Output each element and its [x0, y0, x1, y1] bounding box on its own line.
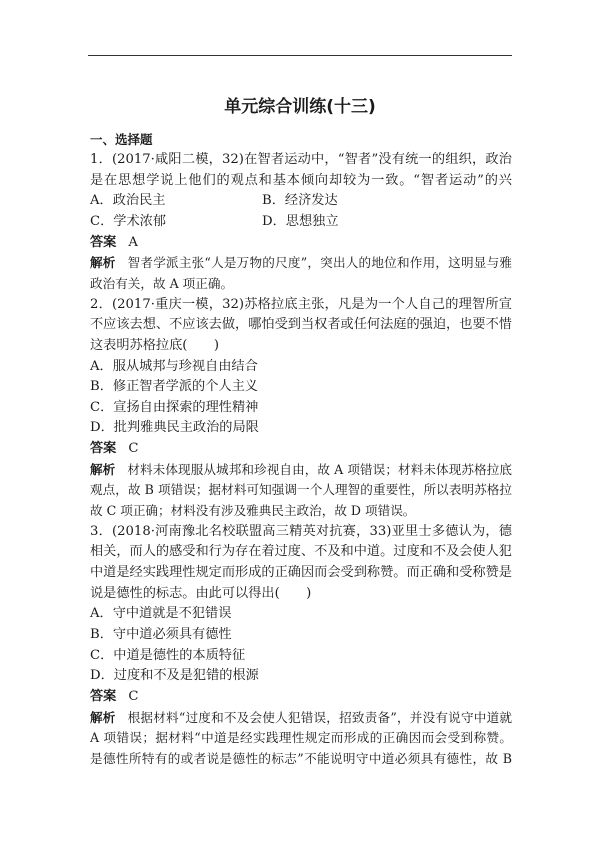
page-title: 单元综合训练(十三): [224, 97, 376, 117]
text-line: [90, 213, 512, 231]
line-text: 智者学派主张“人是万物的尺度”，突出人的地位和作用，这明显与雅: [127, 255, 512, 271]
analysis-label: 解析: [90, 255, 116, 271]
answer-label: 答案: [90, 441, 117, 457]
line-text: 材料未体现服从城邦和珍视自由，故 A 项错误；材料未体现苏格拉底: [127, 461, 512, 477]
text-line: [90, 378, 512, 396]
line-text: D．批判雅典民主政治的局限: [90, 420, 259, 436]
line-text: 故 C 项正确；材料没有涉及雅典民主政治，故 D 项错误。: [90, 503, 416, 519]
line-text: A 项错误；据材料“中道是经实践理性规定而形成的正确因而会受到称赞。: [90, 730, 512, 746]
line-text: C: [128, 688, 139, 704]
text-line: [90, 543, 512, 561]
text-line: [90, 750, 512, 768]
text-line: [90, 729, 512, 747]
analysis-label: 解析: [90, 461, 116, 477]
text-line: [90, 605, 512, 623]
line-text: 这表明苏格拉底( ): [90, 337, 219, 353]
line-text: A．守中道就是不犯错误: [90, 606, 232, 622]
line-text: A．服从城邦与珍视自由结合: [90, 358, 258, 374]
line-text: C．宣扬自由探索的理性精神: [90, 399, 259, 415]
line-text: B．修正智者学派的个人主义: [90, 379, 258, 395]
text-line: [90, 275, 512, 293]
analysis-line: [90, 709, 512, 727]
line-text: 根据材料“过度和不及会使人犯错误，招致责备”，并没有说守中道就: [127, 709, 512, 725]
line-text: 2．(2017·重庆一模，32)苏格拉底主张，凡是为一个人自己的理智所宣: [90, 296, 512, 312]
line-text: C．学术浓郁: [90, 213, 167, 229]
line-text: 中道是经实践理性规定而形成的正确因而会受到称赞。而正确和受称赞是: [90, 565, 512, 580]
line-text: 3．(2018·河南豫北名校联盟高三精英对抗赛，33)亚里士多德认为，德: [90, 523, 512, 539]
analysis-line: [90, 461, 512, 479]
section-heading: 一、选择题: [90, 132, 153, 147]
text-line: [90, 337, 512, 355]
option-text: D．思想独立: [262, 213, 339, 229]
line-text: 是在思想学说上他们的观点和基本倾向却较为一致。“智者运动”的兴: [90, 172, 512, 188]
answer-line: [90, 234, 512, 252]
line-text: D．过度和不及是犯错的根源: [90, 668, 259, 684]
text-line: [90, 316, 512, 334]
text-line: [90, 626, 512, 644]
text-line: [90, 399, 512, 417]
text-line: [90, 523, 512, 541]
text-line: [90, 192, 512, 210]
answer-line: [90, 440, 512, 458]
text-line: [90, 296, 512, 314]
text-line: [90, 502, 512, 520]
line-text: A．政治民主: [90, 193, 166, 209]
text-line: [90, 481, 512, 499]
line-text: 是德性所特有的或者说是德性的标志”不能说明守中道必须具有德性，故 B: [90, 750, 512, 766]
answer-line: [90, 688, 512, 706]
text-line: [90, 419, 512, 437]
analysis-line: [90, 254, 512, 272]
text-line: [90, 358, 512, 376]
text-line: [90, 172, 512, 190]
line-text: 政治有关，故 A 项正确。: [90, 275, 234, 291]
line-text: 不应该去想、不应该去做，哪怕受到当权者或任何法庭的强迫，也要不惜: [90, 317, 512, 333]
line-text: 1．(2017·咸阳二模，32)在智者运动中，“智者”没有统一的组织，政治: [90, 152, 512, 167]
header-rule: [88, 55, 512, 56]
line-text: A: [128, 234, 138, 250]
text-line: [90, 564, 512, 582]
analysis-label: 解析: [90, 709, 116, 725]
option-text: B．经济发达: [262, 193, 338, 209]
line-text: 观点，故 B 项错误；据材料可知强调一个人理智的重要性，所以表明苏格拉: [90, 482, 512, 498]
text-line: [90, 647, 512, 665]
answer-label: 答案: [90, 688, 117, 704]
text-line: [90, 667, 512, 685]
line-text: C．中道是德性的本质特征: [90, 647, 246, 663]
line-text: 说是德性的标志。由此可以得出( ): [90, 585, 312, 601]
line-text: 相关，而人的感受和行为存在着过度、不及和中道。过度和不及会使人犯: [90, 544, 512, 560]
line-text: C: [128, 441, 139, 457]
line-text: B．守中道必须具有德性: [90, 626, 232, 642]
text-line: [90, 151, 512, 169]
answer-label: 答案: [90, 234, 117, 250]
text-line: [90, 585, 512, 603]
